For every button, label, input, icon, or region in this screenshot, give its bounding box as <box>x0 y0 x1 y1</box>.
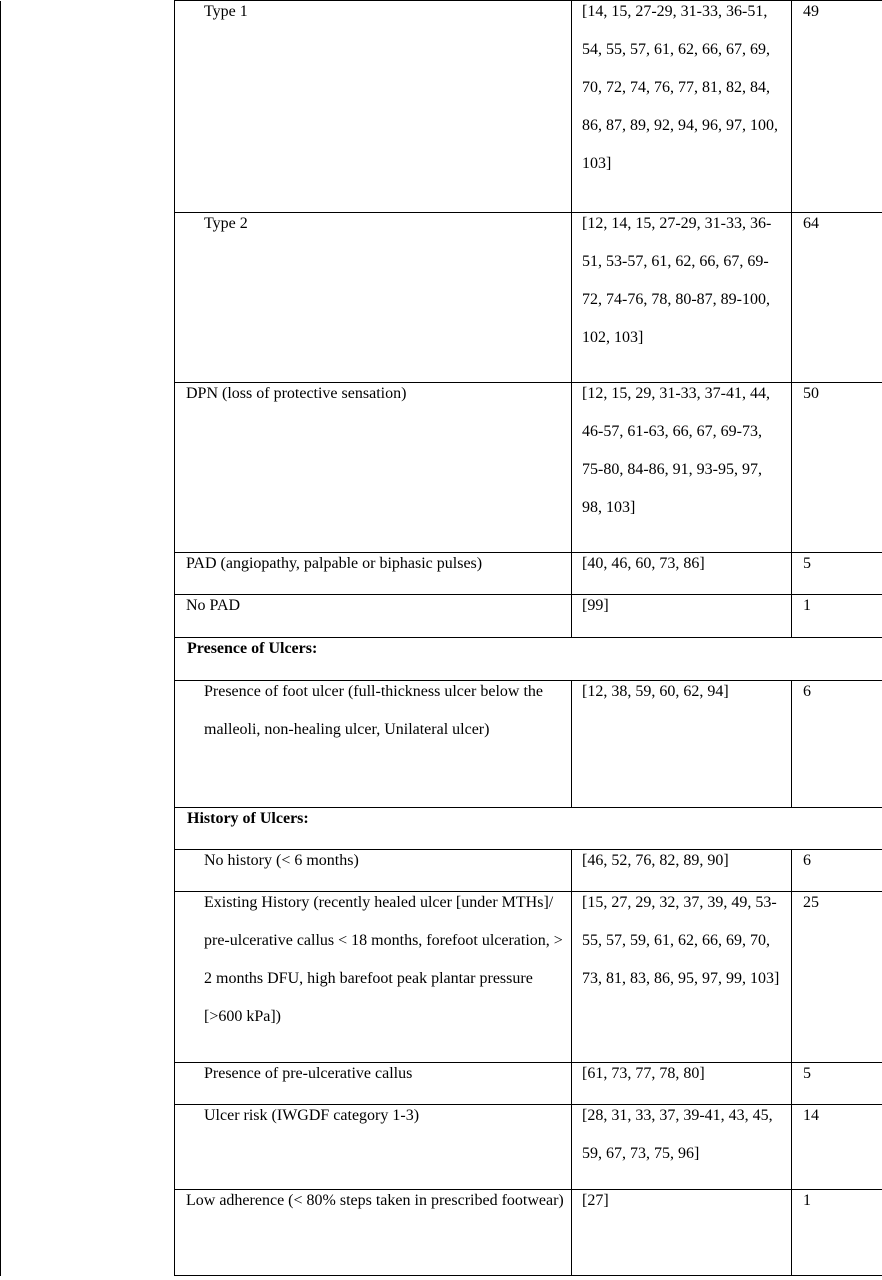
table-row <box>1 1 882 213</box>
row-label: DPN (loss of protective sensation) <box>175 383 572 553</box>
row-label: Ulcer risk (IWGDF category 1-3) <box>175 1105 572 1190</box>
row-label: No PAD <box>175 595 572 638</box>
row-count: 1 <box>792 595 882 638</box>
row-count: 5 <box>792 553 882 595</box>
row-count: 50 <box>792 383 882 553</box>
row-references: [14, 15, 27-29, 31-33, 36-51, 54, 55, 57, 61, 62, 66, 67, 69, 70, 72, 74, 76, 77, 81, 82, 84, 86, 87, 89, 92, 94, 96, 97, 100, 103] <box>572 1 792 213</box>
row-references: [99] <box>572 595 792 638</box>
row-references: [15, 27, 29, 32, 37, 39, 49, 53-55, 57, 59, 61, 62, 66, 69, 70, 73, 81, 83, 86, 95, 97, 99, 103] <box>572 892 792 1063</box>
row-references: [61, 73, 77, 78, 80] <box>572 1063 792 1105</box>
row-count: 49 <box>792 1 882 213</box>
row-count: 14 <box>792 1105 882 1190</box>
row-label: PAD (angiopathy, palpable or biphasic pulses) <box>175 553 572 595</box>
category-column-cell <box>1 1 175 1276</box>
row-label: Type 2 <box>175 213 572 383</box>
row-references: [12, 38, 59, 60, 62, 94] <box>572 681 792 808</box>
row-label: No history (< 6 months) <box>175 850 572 892</box>
row-label: Type 1 <box>175 1 572 213</box>
row-label: Presence of foot ulcer (full-thickness ulcer below the malleoli, non-healing ulcer, Unilateral ulcer) <box>175 681 572 808</box>
row-label: Low adherence (< 80% steps taken in prescribed footwear) <box>175 1190 572 1276</box>
row-count: 1 <box>792 1190 882 1276</box>
row-label: Presence of pre-ulcerative callus <box>175 1063 572 1105</box>
row-references: [28, 31, 33, 37, 39-41, 43, 45, 59, 67, 73, 75, 96] <box>572 1105 792 1190</box>
section-header: History of Ulcers: <box>175 808 882 850</box>
row-references: [46, 52, 76, 82, 89, 90] <box>572 850 792 892</box>
row-count: 6 <box>792 850 882 892</box>
row-references: [12, 15, 29, 31-33, 37-41, 44, 46-57, 61-63, 66, 67, 69-73, 75-80, 84-86, 91, 93-95, 97, 98, 103] <box>572 383 792 553</box>
row-references: [12, 14, 15, 27-29, 31-33, 36-51, 53-57, 61, 62, 66, 67, 69-72, 74-76, 78, 80-87, 89-100, 102, 103] <box>572 213 792 383</box>
section-header: Presence of Ulcers: <box>175 638 882 681</box>
row-references: [40, 46, 60, 73, 86] <box>572 553 792 595</box>
row-label: Existing History (recently healed ulcer [under MTHs]/ pre-ulcerative callus < 18 months, forefoot ulceration, > 2 months DFU, high barefoot peak plantar pressure [>600 kPa]) <box>175 892 572 1063</box>
row-count: 64 <box>792 213 882 383</box>
row-count: 25 <box>792 892 882 1063</box>
row-references: [27] <box>572 1190 792 1276</box>
row-count: 6 <box>792 681 882 808</box>
row-count: 5 <box>792 1063 882 1105</box>
